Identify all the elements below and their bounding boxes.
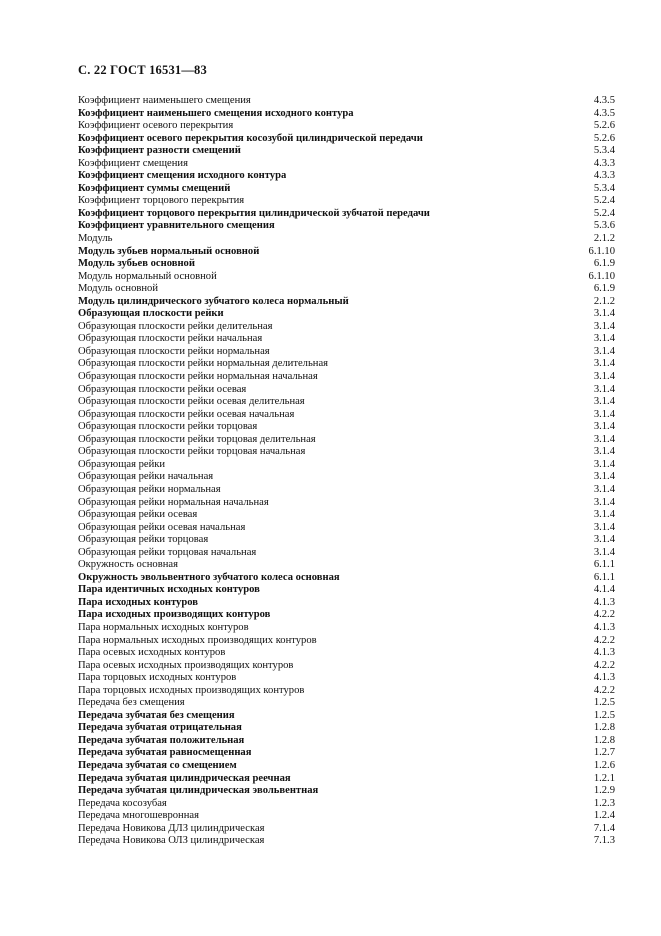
index-term: Образующая плоскости рейки нормальная <box>78 345 270 357</box>
index-ref: 4.1.4 <box>593 584 615 596</box>
index-term: Образующая плоскости рейки осевая начальная <box>78 408 295 420</box>
index-term: Передача без смещения <box>78 697 185 709</box>
index-entry <box>78 559 615 572</box>
index-ref: 3.1.4 <box>593 546 615 558</box>
index-term: Образующая плоскости рейки <box>78 308 224 320</box>
index-term: Коэффициент осевого перекрытия <box>78 120 234 132</box>
index-entry <box>78 685 615 698</box>
index-term: Пара осевых исходных контуров <box>78 647 226 659</box>
index-entry <box>78 534 615 547</box>
index-term: Пара торцовых исходных производящих контуров <box>78 684 305 696</box>
index-entry <box>78 321 615 334</box>
index-ref: 1.2.3 <box>593 797 615 809</box>
index-term: Образующая рейки осевая начальная <box>78 521 246 533</box>
index-entry <box>78 133 615 146</box>
index-term: Коэффициент смещения исходного контура <box>78 170 287 182</box>
index-ref: 1.2.6 <box>593 759 615 771</box>
index-entry <box>78 835 615 848</box>
index-entry <box>78 572 615 585</box>
index-term: Коэффициент суммы смещений <box>78 182 231 194</box>
index-ref: 6.1.10 <box>588 270 615 282</box>
index-entry <box>78 283 615 296</box>
index-term: Коэффициент уравнительного смещения <box>78 220 275 232</box>
index-ref: 3.1.4 <box>593 345 615 357</box>
index-term: Коэффициент разности смещений <box>78 145 241 157</box>
index-ref: 4.2.2 <box>593 684 615 696</box>
index-term: Пара осевых исходных производящих контуров <box>78 659 294 671</box>
index-term: Образующая плоскости рейки делительная <box>78 320 273 332</box>
index-ref: 1.2.5 <box>593 697 615 709</box>
index-ref: 3.1.4 <box>593 483 615 495</box>
index-ref: 4.1.3 <box>593 596 615 608</box>
index-entry <box>78 760 615 773</box>
index-term: Образующая рейки торцовая <box>78 534 209 546</box>
index-entry <box>78 158 615 171</box>
index-entry <box>78 635 615 648</box>
index-ref: 4.1.3 <box>593 621 615 633</box>
index-ref: 3.1.4 <box>593 408 615 420</box>
index-ref: 3.1.4 <box>593 358 615 370</box>
index-ref: 5.3.6 <box>593 220 615 232</box>
index-term: Коэффициент торцового перекрытия <box>78 195 245 207</box>
index-ref: 4.3.3 <box>593 170 615 182</box>
index-ref: 6.1.1 <box>593 571 615 583</box>
page-header: С. 22 ГОСТ 16531—83 <box>78 63 207 77</box>
index-entry <box>78 145 615 158</box>
index-ref: 4.1.3 <box>593 672 615 684</box>
index-entry <box>78 421 615 434</box>
index-entry <box>78 509 615 522</box>
index-term: Образующая плоскости рейки начальная <box>78 333 263 345</box>
index-ref: 5.2.4 <box>593 207 615 219</box>
index-term: Пара нормальных исходных контуров <box>78 621 249 633</box>
index-ref: 4.2.2 <box>593 659 615 671</box>
index-term: Образующая плоскости рейки торцовая начальная <box>78 446 306 458</box>
index-term: Модуль <box>78 233 113 245</box>
index-ref: 6.1.1 <box>593 559 615 571</box>
index-entry <box>78 233 615 246</box>
index-entry <box>78 622 615 635</box>
index-term: Образующая плоскости рейки торцовая <box>78 421 258 433</box>
index-term: Передача зубчатая положительная <box>78 734 245 746</box>
index-ref: 4.2.2 <box>593 609 615 621</box>
index-term: Образующая плоскости рейки осевая делительная <box>78 396 305 408</box>
index-ref: 5.3.4 <box>593 182 615 194</box>
index-ref: 4.3.3 <box>593 157 615 169</box>
index-ref: 5.2.6 <box>593 132 615 144</box>
index-ref: 3.1.4 <box>593 509 615 521</box>
index-entry <box>78 584 615 597</box>
index-entry <box>78 258 615 271</box>
index-ref: 1.2.4 <box>593 810 615 822</box>
index-term: Пара торцовых исходных контуров <box>78 672 237 684</box>
index-term: Пара исходных контуров <box>78 596 198 608</box>
index-ref: 2.1.2 <box>593 295 615 307</box>
index-entry <box>78 208 615 221</box>
index-entry <box>78 271 615 284</box>
index-entry <box>78 672 615 685</box>
index-ref: 3.1.4 <box>593 333 615 345</box>
index-term: Образующая рейки нормальная <box>78 483 221 495</box>
index-entry <box>78 183 615 196</box>
index-term: Образующая рейки <box>78 458 166 470</box>
index-term: Коэффициент наименьшего смещения исходного контура <box>78 107 354 119</box>
index-term: Образующая рейки осевая <box>78 509 198 521</box>
index-term: Передача зубчатая цилиндрическая реечная <box>78 772 291 784</box>
index-ref: 6.1.10 <box>588 245 615 257</box>
index-ref: 2.1.2 <box>593 233 615 245</box>
index-entry <box>78 371 615 384</box>
terms-index <box>78 95 615 848</box>
index-ref: 3.1.4 <box>593 308 615 320</box>
index-entry <box>78 195 615 208</box>
index-term: Передача Новикова ОЛЗ цилиндрическая <box>78 835 265 847</box>
index-entry <box>78 246 615 259</box>
index-term: Модуль зубьев основной <box>78 258 195 270</box>
index-entry <box>78 333 615 346</box>
index-ref: 5.3.4 <box>593 145 615 157</box>
index-entry <box>78 484 615 497</box>
index-entry <box>78 660 615 673</box>
index-entry <box>78 697 615 710</box>
index-term: Передача Новикова ДЛЗ цилиндрическая <box>78 822 265 834</box>
index-term: Окружность основная <box>78 559 178 571</box>
index-ref: 6.1.9 <box>593 258 615 270</box>
index-entry <box>78 434 615 447</box>
index-entry <box>78 747 615 760</box>
index-term: Коэффициент осевого перекрытия косозубой цилиндрической передачи <box>78 132 423 144</box>
index-ref: 3.1.4 <box>593 433 615 445</box>
index-entry <box>78 522 615 535</box>
index-entry <box>78 785 615 798</box>
index-entry <box>78 735 615 748</box>
index-entry <box>78 308 615 321</box>
index-ref: 1.2.9 <box>593 785 615 797</box>
index-ref: 5.2.4 <box>593 195 615 207</box>
index-ref: 1.2.7 <box>593 747 615 759</box>
index-term: Пара исходных производящих контуров <box>78 609 271 621</box>
index-term: Передача зубчатая со смещением <box>78 759 237 771</box>
index-ref: 3.1.4 <box>593 534 615 546</box>
index-term: Передача зубчатая отрицательная <box>78 722 242 734</box>
index-term: Образующая плоскости рейки торцовая делительная <box>78 433 316 445</box>
index-term: Образующая рейки начальная <box>78 471 214 483</box>
index-entry <box>78 497 615 510</box>
index-entry <box>78 773 615 786</box>
index-entry <box>78 471 615 484</box>
index-entry <box>78 810 615 823</box>
index-entry <box>78 346 615 359</box>
index-term: Коэффициент торцового перекрытия цилиндрической зубчатой передачи <box>78 207 430 219</box>
index-term: Образующая рейки торцовая начальная <box>78 546 257 558</box>
index-term: Модуль нормальный основной <box>78 270 217 282</box>
index-term: Передача зубчатая равносмещенная <box>78 747 252 759</box>
index-entry <box>78 459 615 472</box>
index-ref: 1.2.1 <box>593 772 615 784</box>
index-entry <box>78 120 615 133</box>
index-ref: 3.1.4 <box>593 383 615 395</box>
index-ref: 3.1.4 <box>593 471 615 483</box>
index-ref: 4.3.5 <box>593 107 615 119</box>
index-entry <box>78 358 615 371</box>
index-ref: 3.1.4 <box>593 446 615 458</box>
index-term: Модуль основной <box>78 283 159 295</box>
index-entry <box>78 597 615 610</box>
index-entry <box>78 95 615 108</box>
index-ref: 1.2.8 <box>593 734 615 746</box>
index-ref: 3.1.4 <box>593 521 615 533</box>
index-ref: 3.1.4 <box>593 458 615 470</box>
index-ref: 4.2.2 <box>593 634 615 646</box>
index-term: Пара нормальных исходных производящих контуров <box>78 634 317 646</box>
index-ref: 7.1.4 <box>593 822 615 834</box>
index-entry <box>78 170 615 183</box>
index-entry <box>78 409 615 422</box>
index-term: Пара идентичных исходных контуров <box>78 584 260 596</box>
index-entry <box>78 108 615 121</box>
index-ref: 6.1.9 <box>593 283 615 295</box>
index-term: Передача многошевронная <box>78 810 199 822</box>
index-term: Модуль зубьев нормальный основной <box>78 245 260 257</box>
index-ref: 1.2.5 <box>593 709 615 721</box>
index-ref: 3.1.4 <box>593 496 615 508</box>
index-entry <box>78 296 615 309</box>
index-term: Модуль цилиндрического зубчатого колеса нормальный <box>78 295 349 307</box>
index-entry <box>78 710 615 723</box>
index-ref: 3.1.4 <box>593 421 615 433</box>
index-entry <box>78 547 615 560</box>
index-term: Образующая плоскости рейки нормальная делительная <box>78 358 329 370</box>
index-term: Образующая рейки нормальная начальная <box>78 496 269 508</box>
index-term: Передача зубчатая без смещения <box>78 709 235 721</box>
index-entry <box>78 220 615 233</box>
index-ref: 3.1.4 <box>593 371 615 383</box>
index-entry <box>78 609 615 622</box>
index-ref: 5.2.6 <box>593 120 615 132</box>
index-ref: 7.1.3 <box>593 835 615 847</box>
index-term: Коэффициент смещения <box>78 157 188 169</box>
index-entry <box>78 647 615 660</box>
index-term: Окружность эвольвентного зубчатого колеса основная <box>78 571 340 583</box>
index-entry <box>78 396 615 409</box>
index-term: Передача зубчатая цилиндрическая эвольвентная <box>78 785 319 797</box>
index-entry <box>78 384 615 397</box>
index-term: Передача косозубая <box>78 797 167 809</box>
index-term: Коэффициент наименьшего смещения <box>78 95 251 106</box>
index-ref: 4.1.3 <box>593 647 615 659</box>
index-ref: 3.1.4 <box>593 320 615 332</box>
index-ref: 4.3.5 <box>593 95 615 106</box>
index-term: Образующая плоскости рейки осевая <box>78 383 247 395</box>
index-ref: 1.2.8 <box>593 722 615 734</box>
index-entry <box>78 823 615 836</box>
index-entry <box>78 798 615 811</box>
index-entry <box>78 446 615 459</box>
index-term: Образующая плоскости рейки нормальная начальная <box>78 371 318 383</box>
index-ref: 3.1.4 <box>593 396 615 408</box>
index-entry <box>78 722 615 735</box>
